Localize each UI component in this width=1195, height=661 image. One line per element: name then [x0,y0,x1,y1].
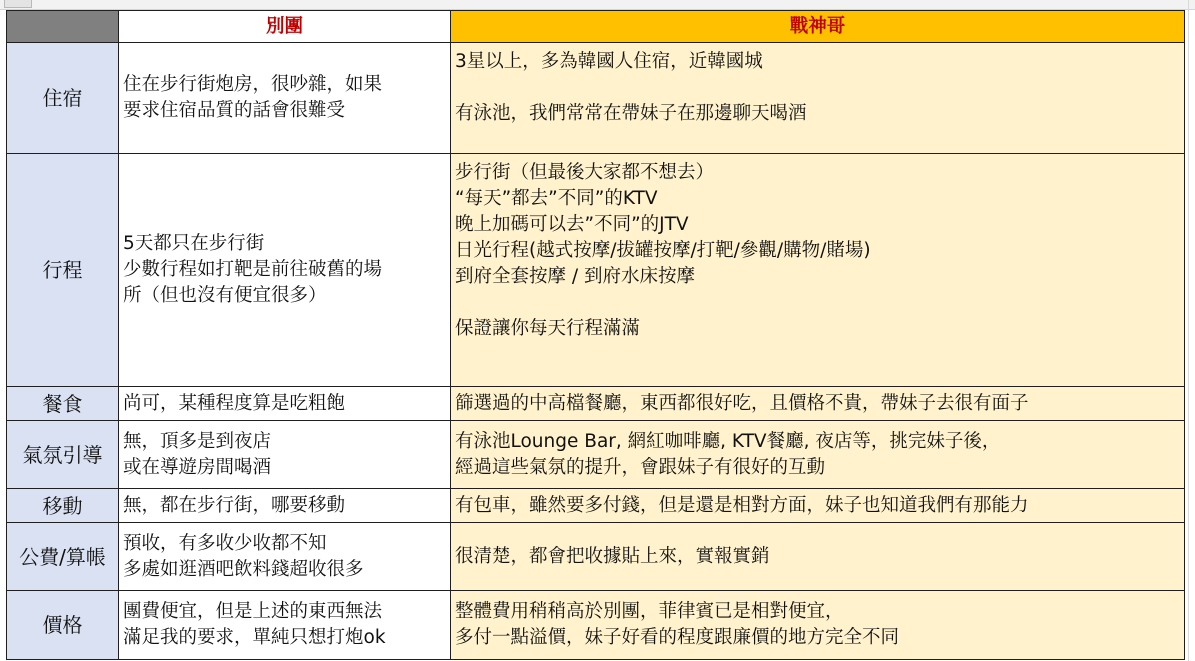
row-transport [7,489,1185,523]
header-corner-cell[interactable] [7,11,119,43]
text-line: 經過這些氣氛的提升，會跟妹子有很好的互動 [455,456,826,478]
text-line: 無，都在步行街，哪要移動 [123,494,346,516]
cell-lodging-other[interactable] [119,43,451,154]
text-line: 篩選過的中高檔餐廳，東西都很好吃，且價格不貴，帶妹子去很有面子 [455,392,1029,414]
row-dining [7,387,1185,421]
text-line: 5天都只在步行街 [123,233,265,254]
cell-dining-other[interactable] [119,387,451,421]
text-line: 滿足我的要求，單純只想打炮ok [123,627,386,648]
text-line: 多付一點溢價，妹子好看的程度跟廉價的地方完全不同 [455,627,900,648]
text-line: 有泳池，我們常常在帶妹子在那邊聊天喝酒 [455,103,807,124]
text-line: 或在導遊房間喝酒 [123,456,272,478]
cell-itinerary-other[interactable] [119,154,451,387]
text-line: 步行街（但最後大家都不想去） [455,162,715,183]
text-line: 晚上加碼可以去”不同”的JTV [455,214,689,235]
text-line: 要求住宿品質的話會很難受 [123,100,346,121]
text-line: “每天”都去”不同”的KTV [455,188,658,209]
row-label-dining[interactable]: 餐食 [7,387,119,421]
cell-price-other[interactable] [119,591,451,660]
text-line: 無，頂多是到夜店 [123,430,272,452]
header-other-tours[interactable]: 別團 [119,11,451,43]
text-line: 預收，有多收少收都不知 [123,532,327,554]
text-line: 有包車，雖然要多付錢，但是還是相對方面，妹子也知道我們有那能力 [455,494,1029,516]
row-label-itinerary[interactable]: 行程 [7,154,119,387]
gridline [1188,0,1189,661]
row-label-price[interactable]: 價格 [7,591,119,660]
spreadsheet-toolbar-strip [0,0,1195,10]
cell-dining-zhanshen[interactable] [451,387,1185,421]
text-line: 尚可，某種程度算是吃粗飽 [123,392,346,414]
cell-fees-zhanshen[interactable] [451,523,1185,591]
row-label-fees[interactable]: 公費/算帳 [7,523,119,591]
text-line: 整體費用稍稍高於別團，菲律賓已是相對便宜， [455,601,844,622]
text-line: 有泳池Lounge Bar, 網紅咖啡廳, KTV餐廳, 夜店等，挑完妹子後， [455,430,1001,452]
text-line: 團費便宜，但是上述的東西無法 [123,601,383,622]
cell-fees-other[interactable] [119,523,451,591]
text-line: 日光行程(越式按摩/拔罐按摩/打靶/參觀/購物/賭場) [455,240,871,261]
header-row [7,11,1185,43]
cell-atmosphere-other[interactable] [119,421,451,489]
row-itinerary [7,154,1185,387]
row-label-lodging[interactable]: 住宿 [7,43,119,154]
text-line: 保證讓你每天行程滿滿 [455,318,641,339]
row-label-atmosphere[interactable]: 氣氛引導 [7,421,119,489]
text-line: 多處如逛酒吧飲料錢超收很多 [123,558,364,580]
cell-price-zhanshen[interactable] [451,591,1185,660]
blank-line [455,75,1180,101]
blank-line [455,290,1180,316]
row-atmosphere [7,421,1185,489]
select-all-corner-icon[interactable] [4,0,32,8]
row-fees [7,523,1185,591]
cell-lodging-zhanshen[interactable] [451,43,1185,154]
cell-atmosphere-zhanshen[interactable] [451,421,1185,489]
row-lodging [7,43,1185,154]
header-zhanshen[interactable]: 戰神哥 [451,11,1185,43]
row-label-transport[interactable]: 移動 [7,489,119,523]
cell-transport-zhanshen[interactable] [451,489,1185,523]
cell-itinerary-zhanshen[interactable] [451,154,1185,387]
text-line: 少數行程如打靶是前往破舊的場 [123,259,383,280]
row-price [7,591,1185,660]
text-line: 到府全套按摩 / 到府水床按摩 [455,266,695,287]
text-line: 住在步行街炮房，很吵雜，如果 [123,74,383,95]
comparison-table [6,10,1185,660]
text-line: 3星以上，多為韓國人住宿，近韓國城 [455,51,763,72]
cell-transport-other[interactable] [119,489,451,523]
text-line: 所（但也沒有便宜很多） [123,285,327,306]
text-line: 很清楚，都會把收據貼上來，實報實銷 [455,545,770,567]
